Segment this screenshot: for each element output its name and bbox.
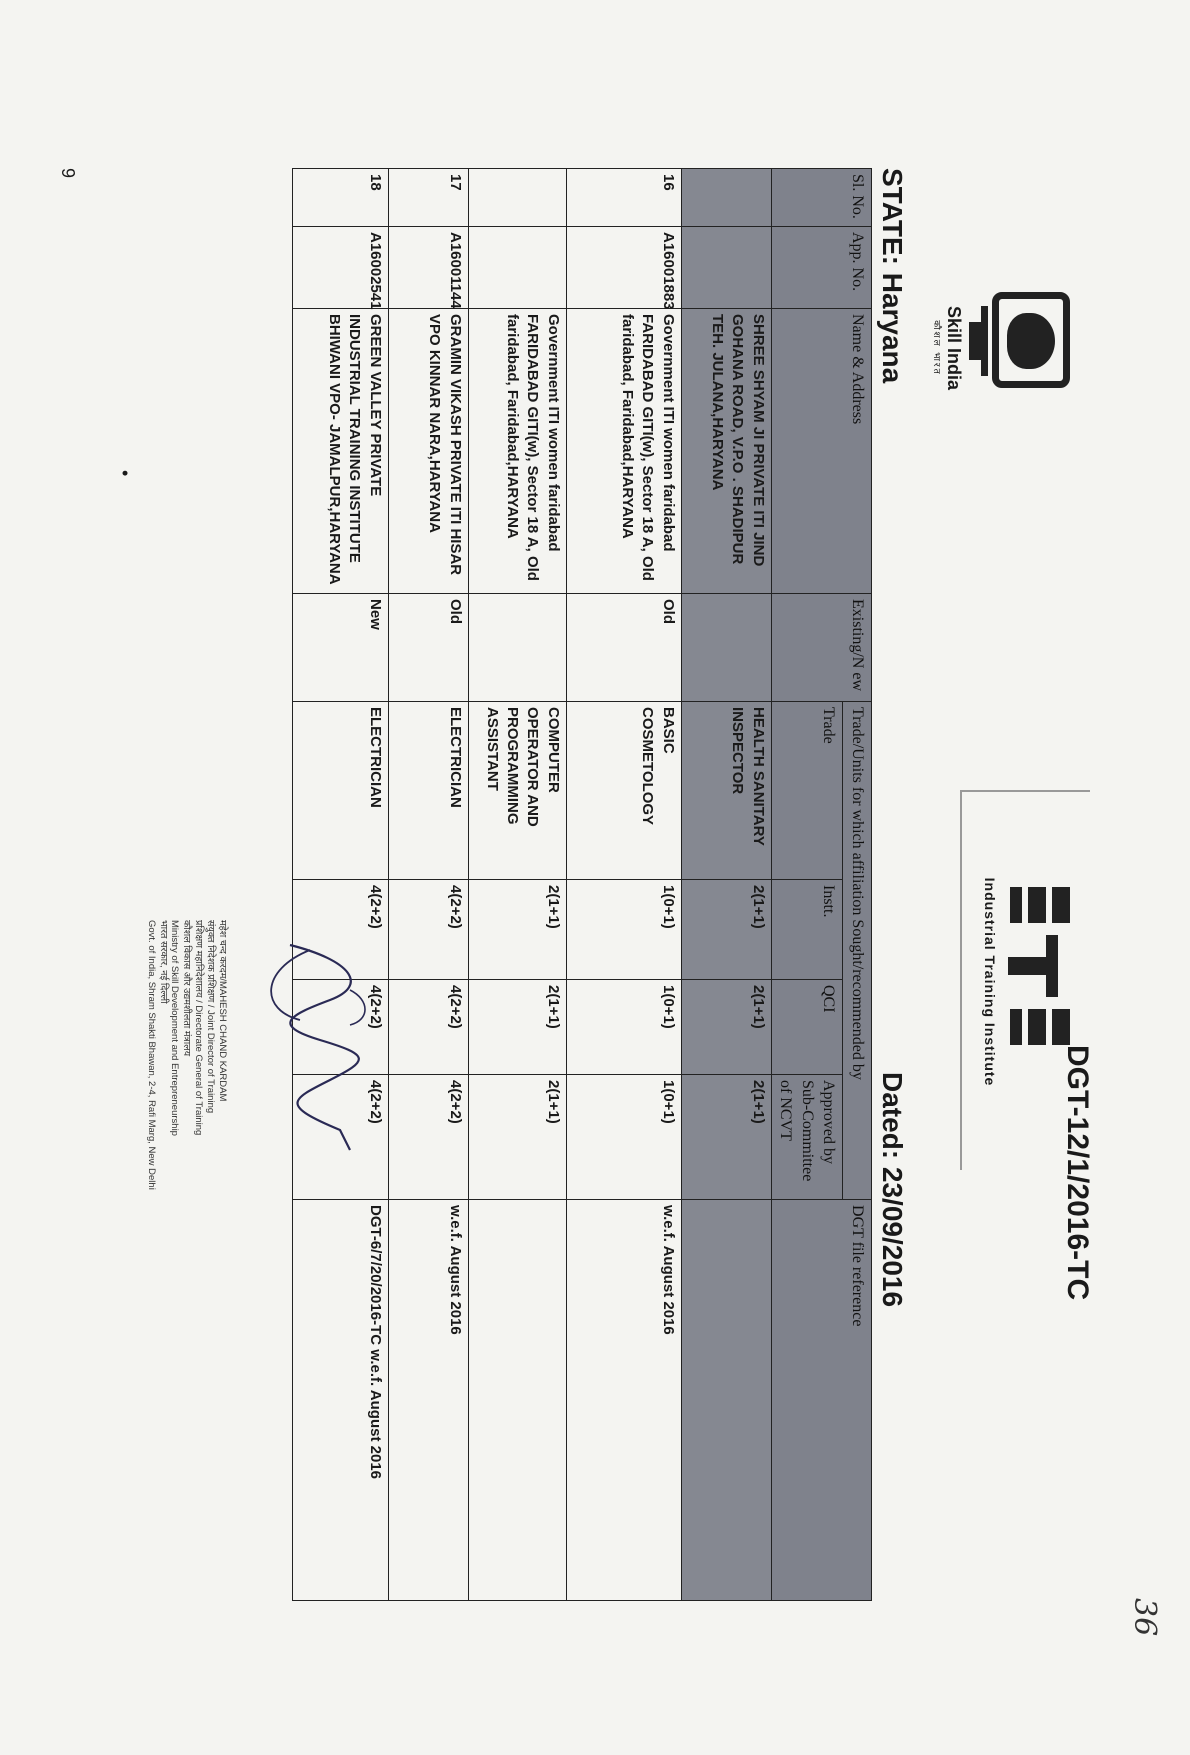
signature [250,930,410,1160]
cell-app [681,227,771,309]
stamp-line-designation-hi: संयुक्त निदेशक प्रशिक्षण / Joint Director of Training [205,920,217,1114]
header-trade: Trade [771,702,843,880]
cell-name: GREEN VALLEY PRIVATE INDUSTRIAL TRAINING INSTITUTE BHIWANI VPO- JAMALPUR,HARYANA [292,309,388,594]
cell-sl [681,169,771,227]
header-trade-units: Trade/Units for which affiliation Sought/recommended by [843,702,872,1200]
cell-app [468,227,566,309]
cell-sl: 17 [388,169,468,227]
cell-sl: 16 [566,169,681,227]
skill-india-tagline: कौशल भारत [932,320,942,376]
cell-name: GRAMIN VIKASH PRIVATE ITI HISAR VPO KINNAR NARA,HARYANA [388,309,468,594]
cell-status: Old [388,594,468,702]
cell-approved: 1(0+1) [566,1075,681,1200]
cell-ref: w.e.f. August 2016 [388,1200,468,1601]
cell-app: A16001144 [388,227,468,309]
handwritten-page-number: 36 [1127,1598,1162,1637]
page-number: 9 [58,168,78,179]
cell-trade: BASIC COSMETOLOGY [566,702,681,880]
official-stamp [145,920,228,1250]
stamp-line-name: महेश चन्द करदम/MAHESH CHAND KARDAM [217,920,228,1102]
cell-trade: ELECTRICIAN [292,702,388,880]
table-row [681,169,771,1601]
cell-status [681,594,771,702]
cell-qci: 1(0+1) [566,980,681,1075]
cell-ref [468,1200,566,1601]
header-name-address: Name & Address [771,309,871,594]
cell-ref [681,1200,771,1601]
stamp-line-ministry-hi: कौशल विकास और उद्यमशीलता मंत्रालय [181,920,193,1057]
header-sl-no: Sl. No. [771,169,871,227]
state-title: STATE: Haryana [877,168,908,384]
skill-india-logo [930,270,1080,420]
cell-approved: 2(1+1) [468,1075,566,1200]
header-dgt-reference: DGT file reference [771,1200,871,1601]
cell-trade: COMPUTER OPERATOR AND PROGRAMMING ASSISTANT [468,702,566,880]
cell-instt: 4(2+2) [292,880,388,980]
table-row [566,169,681,1601]
cell-trade: HEALTH SANITARY INSPECTOR [681,702,771,880]
cell-status: New [292,594,388,702]
cell-qci: 4(2+2) [388,980,468,1075]
header-qci: QCI [771,980,843,1075]
cell-app: A16002541 [292,227,388,309]
file-reference: DGT-12/1/2016-TC [1061,1045,1094,1301]
dated-label: Dated: 23/09/2016 [877,1072,908,1308]
header-instt: Instt. [771,880,843,980]
table-row [292,169,388,1601]
cell-instt: 1(0+1) [566,880,681,980]
cell-ref: DGT-6/7/20/2016-TC w.e.f. August 2016 [292,1200,388,1601]
iti-caption: Industrial Training Institute [982,877,998,1087]
cell-instt: 2(1+1) [468,880,566,980]
cell-status: Old [566,594,681,702]
cell-app: A16001883 [566,227,681,309]
stamp-line-ministry-en: Ministry of Skill Development and Entrepreneurship [169,920,181,1136]
footer-mark: • [115,470,135,477]
header-app-no: App. No. [771,227,871,309]
stamp-line-govt-hi: भारत सरकार, नई दिल्ली [157,920,169,1004]
table-row [388,169,468,1601]
cell-name: Government ITI women faridabad FARIDABAD GITI(w), Sector 18 A, Old faridabad, Faridabad,HARYANA [566,309,681,594]
stamp-line-directorate: प्रशिक्षण महानिदेशालय / Directorate General of Training [193,920,205,1136]
cell-qci: 2(1+1) [468,980,566,1075]
skill-india-name: Skill India [944,305,964,391]
affiliation-table [292,168,872,1601]
cell-qci: 4(2+2) [292,980,388,1075]
header-existing-new: Existing/N ew [771,594,871,702]
cell-name: Government ITI women faridabad FARIDABAD GITI(w), Sector 18 A, Old faridabad, Faridabad,HARYANA [468,309,566,594]
cell-approved: 4(2+2) [292,1075,388,1200]
cell-approved: 2(1+1) [681,1075,771,1200]
skill-india-emblem [992,292,1070,388]
cell-ref: w.e.f. August 2016 [566,1200,681,1601]
stamp-line-address: Govt. of India, Shram Shakti Bhawan, 2-4, Rafi Marg, New Delhi [145,920,157,1190]
cell-name: SHREE SHYAM JI PRIVATE ITI JIND GOHANA ROAD, V.P.O . SHADIPUR TEH. JULANA,HARYANA [681,309,771,594]
iti-logo [960,790,1090,1170]
cell-approved: 4(2+2) [388,1075,468,1200]
header-approved: Approved by Sub-Committee of NCVT [771,1075,843,1200]
cell-sl: 18 [292,169,388,227]
cell-status [468,594,566,702]
table-row [468,169,566,1601]
iti-emblem [1008,887,1070,1047]
cell-trade: ELECTRICIAN [388,702,468,880]
cell-qci: 2(1+1) [681,980,771,1075]
cell-instt: 4(2+2) [388,880,468,980]
cell-instt: 2(1+1) [681,880,771,980]
cell-sl [468,169,566,227]
